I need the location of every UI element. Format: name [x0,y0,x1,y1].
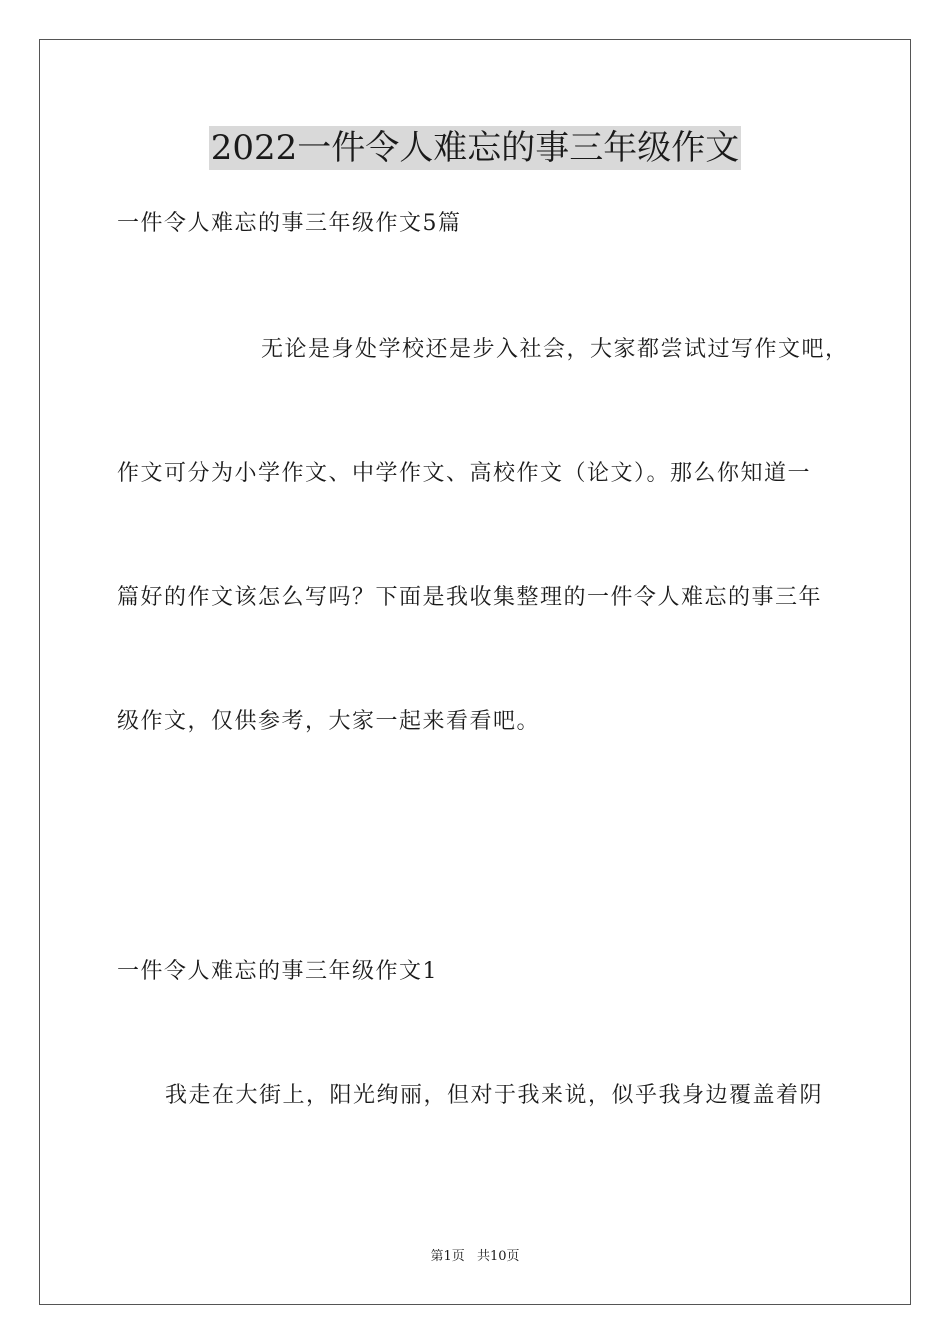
page-number-label: 第1页 [430,1249,465,1264]
intro-line-2: 作文可分为小学作文、中学作文、高校作文（论文）。那么你知道一 [117,461,812,486]
document-title [0,126,950,170]
intro-line-3: 篇好的作文该怎么写吗？下面是我收集整理的一件令人难忘的事三年 [117,585,823,610]
intro-line-1: 无论是身处学校还是步入社会，大家都尝试过写作文吧， [261,337,849,362]
intro-line-4: 级作文，仅供参考，大家一起来看看吧。 [117,709,541,734]
section-first-line: 我走在大街上，阳光绚丽，但对于我来说，似乎我身边覆盖着阴 [165,1083,824,1108]
section-heading: 一件令人难忘的事三年级作文1 [117,959,438,984]
document-subtitle: 一件令人难忘的事三年级作文5篇 [117,211,462,236]
total-pages-label: 共10页 [476,1249,520,1264]
page-footer [0,1248,950,1266]
document-title-text: 2022一件令人难忘的事三年级作文 [210,128,740,168]
